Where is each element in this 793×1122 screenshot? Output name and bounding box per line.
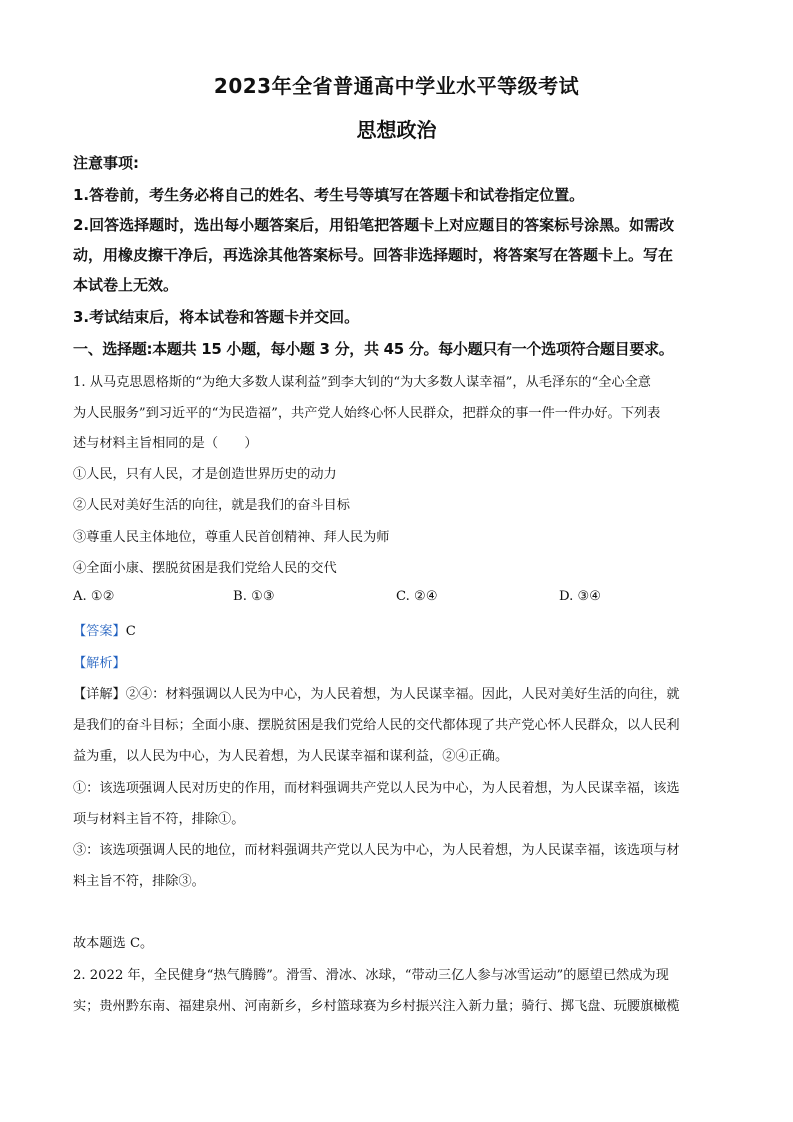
q1-detail-line-1: 【详解】②④：材料强调以人民为中心，为人民着想，为人民谋幸福。因此，人民对美好生活的向往，就 xyxy=(73,687,680,702)
q1-detail-line-2: 是我们的奋斗目标；全面小康、摆脱贫困是我们党给人民的交代都体现了共产党心怀人民群众，以人民利 xyxy=(73,718,680,733)
q1-option-d: D. ③④ xyxy=(559,589,602,604)
q1-conclusion: 故本题选 C。 xyxy=(73,936,154,951)
q1-stem-line-3: 述与材料主旨相同的是（ ） xyxy=(73,436,258,451)
notice-item-1: 1.答卷前，考生务必将自己的姓名、考生号等填写在答题卡和试卷指定位置。 xyxy=(73,186,585,204)
q1-option-b: B. ①③ xyxy=(233,589,275,604)
q1-option-a: A. ①② xyxy=(73,589,115,604)
notice-item-2-cont: 动，用橡皮擦干净后，再选涂其他答案标号。回答非选择题时，将答案写在答题卡上。写在 xyxy=(73,246,674,264)
notice-item-2-end: 本试卷上无效。 xyxy=(73,276,179,294)
q1-detail-line-5: 项与材料主旨不符，排除①。 xyxy=(73,812,245,827)
q1-statement-1: ①人民，只有人民，才是创造世界历史的动力 xyxy=(73,467,337,482)
exam-title: 2023年全省普通高中学业水平等级考试 xyxy=(213,74,580,98)
q2-stem-line-1: 2. 2022 年，全民健身“热气腾腾”。滑雪、滑冰、冰球，“带动三亿人参与冰雪运动”的愿望已然成为现 xyxy=(73,968,669,983)
q1-option-c: C. ②④ xyxy=(396,589,438,604)
q1-answer xyxy=(73,620,723,639)
q1-stem-line-2: 为人民服务”到习近平的“为民造福”，共产党人始终心怀人民群众，把群众的事一件一件办好。下列表 xyxy=(73,406,661,421)
q1-detail-line-4: ①：该选项强调人民对历史的作用，而材料强调共产党以人民为中心，为人民着想，为人民谋幸福，该选 xyxy=(73,781,680,796)
q1-stem-line-1: 1. 从马克思恩格斯的“为绝大多数人谋利益”到李大钊的“为大多数人谋幸福”，从毛泽东的“全心全意 xyxy=(73,375,651,390)
subject-title: 思想政治 xyxy=(356,118,437,142)
q1-statement-4: ④全面小康、摆脱贫困是我们党给人民的交代 xyxy=(73,561,337,576)
q1-statement-3: ③尊重人民主体地位，尊重人民首创精神、拜人民为师 xyxy=(73,530,390,545)
q2-stem-line-2: 实；贵州黔东南、福建泉州、河南新乡，乡村篮球赛为乡村振兴注入新力量；骑行、掷飞盘、玩腰旗橄榄 xyxy=(73,999,680,1014)
analysis-tag: 【解析】 xyxy=(73,656,126,671)
q1-detail-line-6: ③：该选项强调人民的地位，而材料强调共产党以人民为中心，为人民着想，为人民谋幸福，该选项与材 xyxy=(73,843,680,858)
notice-item-3: 3.考试结束后，将本试卷和答题卡并交回。 xyxy=(73,308,360,326)
q1-detail-line-3: 益为重，以人民为中心，为人民着想，为人民谋幸福和谋利益，②④正确。 xyxy=(73,749,509,764)
section-heading: 一、选择题:本题共 15 小题，每小题 3 分，共 45 分。每小题只有一个选项符合题目要求。 xyxy=(73,340,674,358)
notice-heading: 注意事项: xyxy=(73,154,139,172)
q1-statement-2: ②人民对美好生活的向往，就是我们的奋斗目标 xyxy=(73,498,350,513)
q1-detail-line-7: 料主旨不符，排除③。 xyxy=(73,874,205,889)
notice-item-2: 2.回答选择题时，选出每小题答案后，用铅笔把答题卡上对应题目的答案标号涂黑。如需改 xyxy=(73,216,675,234)
answer-tag: 【答案】 xyxy=(73,624,126,639)
answer-value: C xyxy=(125,624,136,639)
